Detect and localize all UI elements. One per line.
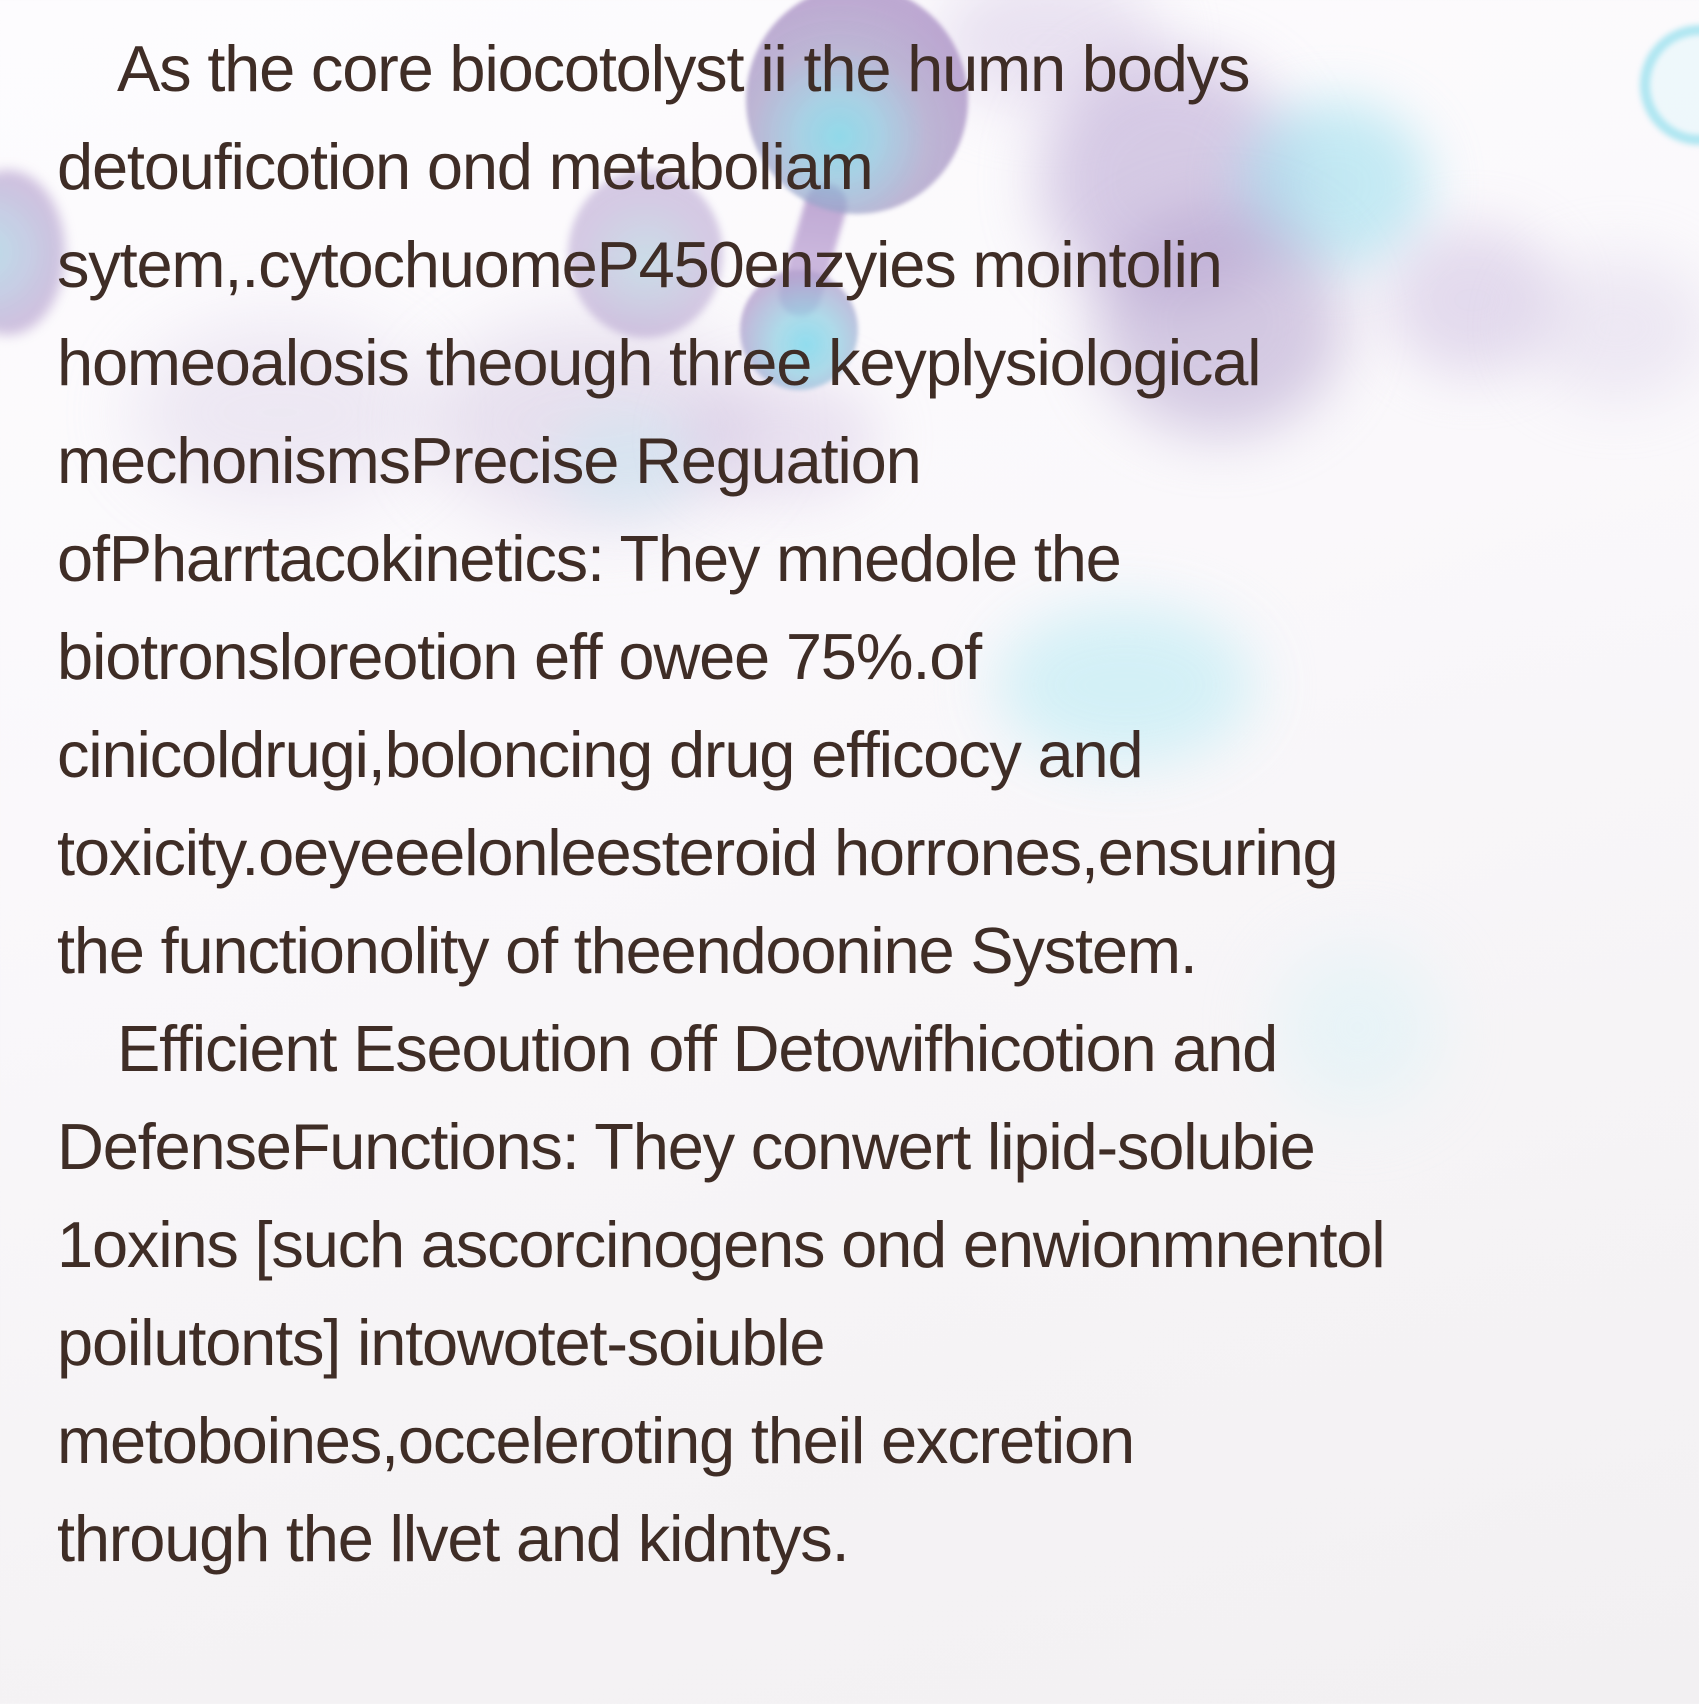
text-line: As the core biocotolyst ii the humn bodys (117, 32, 1250, 105)
text-line: detouficotion ond metaboliam (57, 130, 873, 203)
text-line: ofPharrtacokinetics: They mnedole the (57, 522, 1121, 595)
text-line: the functionolity of theendoonine System. (57, 914, 1197, 987)
text-line: metoboines,occeleroting theil excretion (57, 1404, 1134, 1477)
text-line: Efficient Eseoution off Detowifhicotion and (117, 1012, 1278, 1085)
text-line: DefenseFunctions: They conwert lipid-solubie (57, 1110, 1315, 1183)
text-line: through the llvet and kidntys. (57, 1502, 849, 1575)
text-line: mechonismsPrecise Reguation (57, 424, 921, 497)
text-line: cinicoldrugi,boloncing drug efficocy and (57, 718, 1143, 791)
text-line: poilutonts] intowotet-soiuble (57, 1306, 825, 1379)
text-line: homeoalosis theough three keyplysiological (57, 326, 1261, 399)
text-line: biotronsloreotion eff owee 75%.of (57, 620, 982, 693)
text-line: toxicity.oeyeeelonleesteroid horrones,ensuring (57, 816, 1338, 889)
text-line: sytem,.cytochuomeP450enzyies mointolin (57, 228, 1222, 301)
text-line: 1oxins [such ascorcinogens ond enwionmnentol (57, 1208, 1385, 1281)
